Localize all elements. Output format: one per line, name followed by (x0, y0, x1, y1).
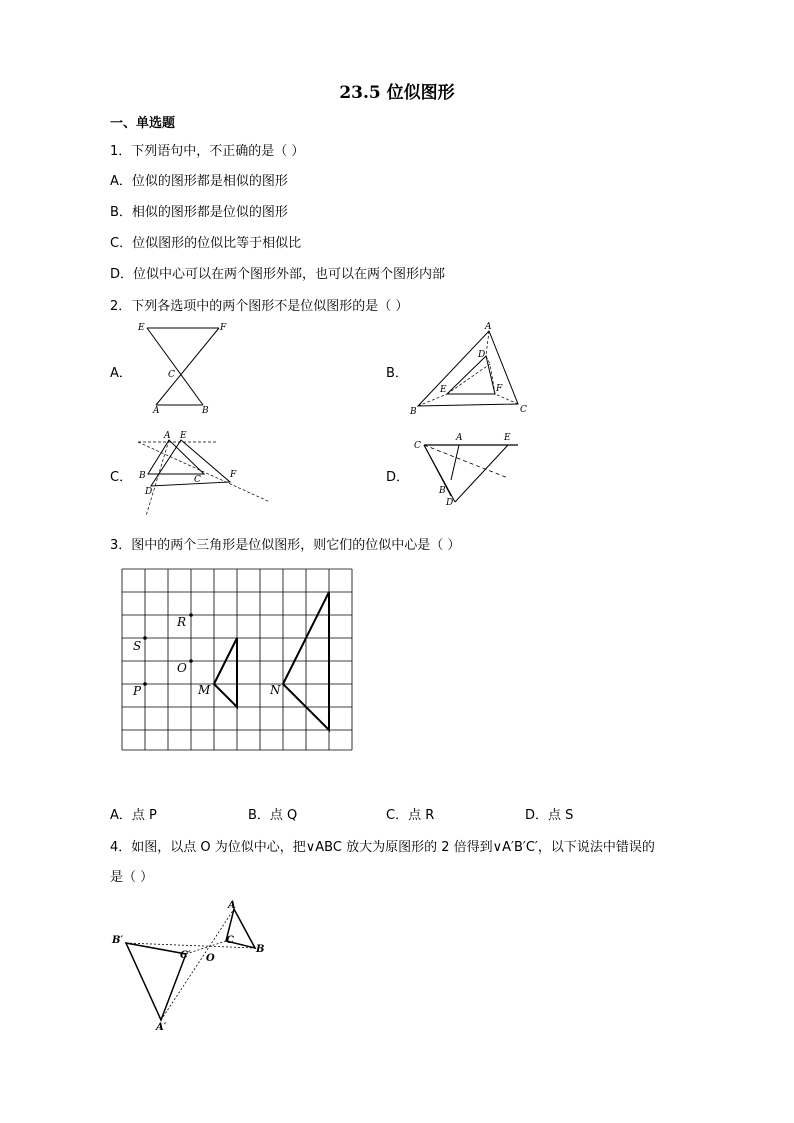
q3-stem: 3．图中的两个三角形是位似图形，则它们的位似中心是（ ） (110, 538, 461, 553)
q3-label-p: P (133, 684, 142, 698)
fig-d-label-a: A (456, 433, 463, 443)
q1-stem: 1．下列语句中，不正确的是（ ） (110, 144, 305, 159)
q2-figure-b (410, 318, 535, 418)
q2-figure-c (132, 426, 277, 521)
q4-stem-line-2: 是（ ） (110, 870, 154, 885)
fig-d-label-c: C (414, 441, 421, 451)
q2-figure-a (136, 318, 236, 418)
fig-c-label-e: E (180, 431, 187, 441)
q4-label-b-prime: B′ (112, 935, 124, 946)
q4-figure (108, 895, 278, 1035)
q4-label-b: B (256, 944, 265, 955)
q3-label-o: O (177, 661, 187, 675)
fig-c-label-a: A (164, 431, 171, 441)
fig-b-label-d: D (478, 350, 486, 360)
q3-option-d[interactable]: D．点 S (525, 808, 574, 823)
fig-d-label-d: D (446, 498, 454, 508)
q3-small-triangle (214, 638, 237, 707)
q2-option-d[interactable]: D． (386, 470, 410, 485)
q3-option-c[interactable]: C．点 R (386, 808, 435, 823)
q3-point-o (189, 659, 193, 663)
q4-label-a: A (228, 900, 236, 911)
q2-stem: 2．下列各选项中的两个图形不是位似图形的是（ ） (110, 299, 409, 314)
q4-label-c-prime: C′ (180, 950, 191, 961)
q3-option-a[interactable]: A．点 P (110, 808, 157, 823)
q3-point-p (143, 682, 147, 686)
q1-option-a[interactable]: A．位似的图形都是相似的图形 (110, 174, 288, 189)
q1-option-d[interactable]: D．位似中心可以在两个图形外部，也可以在两个图形内部 (110, 267, 446, 282)
fig-c-label-d: D (145, 487, 153, 497)
q3-point-s (143, 636, 147, 640)
fig-b-label-f: F (496, 384, 503, 394)
fig-a-label-a: A (153, 406, 160, 416)
q2-option-b[interactable]: B． (386, 366, 408, 381)
q1-option-c[interactable]: C．位似图形的位似比等于相似比 (110, 236, 302, 251)
q3-grid-figure (118, 565, 358, 755)
q4-large-triangle (126, 943, 186, 1020)
fig-a-label-b: B (202, 406, 209, 416)
fig-a-label-e: E (138, 323, 145, 333)
fig-c-label-f: F (230, 470, 237, 480)
fig-c-label-c: C (194, 475, 201, 485)
fig-a-label-f: F (220, 323, 227, 333)
fig-b-label-b: B (410, 407, 417, 417)
q3-label-r: R (177, 615, 187, 629)
q4-label-o: O (206, 953, 215, 964)
q2-option-a[interactable]: A． (110, 366, 132, 381)
section-heading: 一、单选题 (110, 116, 176, 131)
fig-a-label-c: C (168, 370, 175, 380)
fig-b-label-c: C (520, 405, 527, 415)
fig-c-label-b: B (139, 471, 146, 481)
q3-label-n: N (270, 683, 281, 697)
q4-stem-line-1: 4．如图，以点 O 为位似中心，把∨ABC 放大为原图形的 2 倍得到∨A′B′C′，以下说法中错误的 (110, 840, 655, 855)
q3-label-s: S (133, 639, 142, 653)
q3-point-r (189, 613, 193, 617)
fig-b-label-e: E (440, 385, 447, 395)
fig-d-label-e: E (504, 433, 511, 443)
q4-label-c: C (226, 935, 234, 946)
q3-label-m: M (198, 683, 211, 697)
fig-b-label-a: A (485, 322, 492, 332)
fig-d-label-b: B (439, 486, 446, 496)
q1-option-b[interactable]: B．相似的图形都是位似的图形 (110, 205, 288, 220)
q2-figure-d (410, 428, 520, 510)
q2-option-c[interactable]: C． (110, 470, 133, 485)
page-title: 23.5 位似图形 (339, 83, 455, 103)
q3-option-b[interactable]: B．点 Q (248, 808, 298, 823)
q4-label-a-prime: A′ (156, 1022, 167, 1033)
